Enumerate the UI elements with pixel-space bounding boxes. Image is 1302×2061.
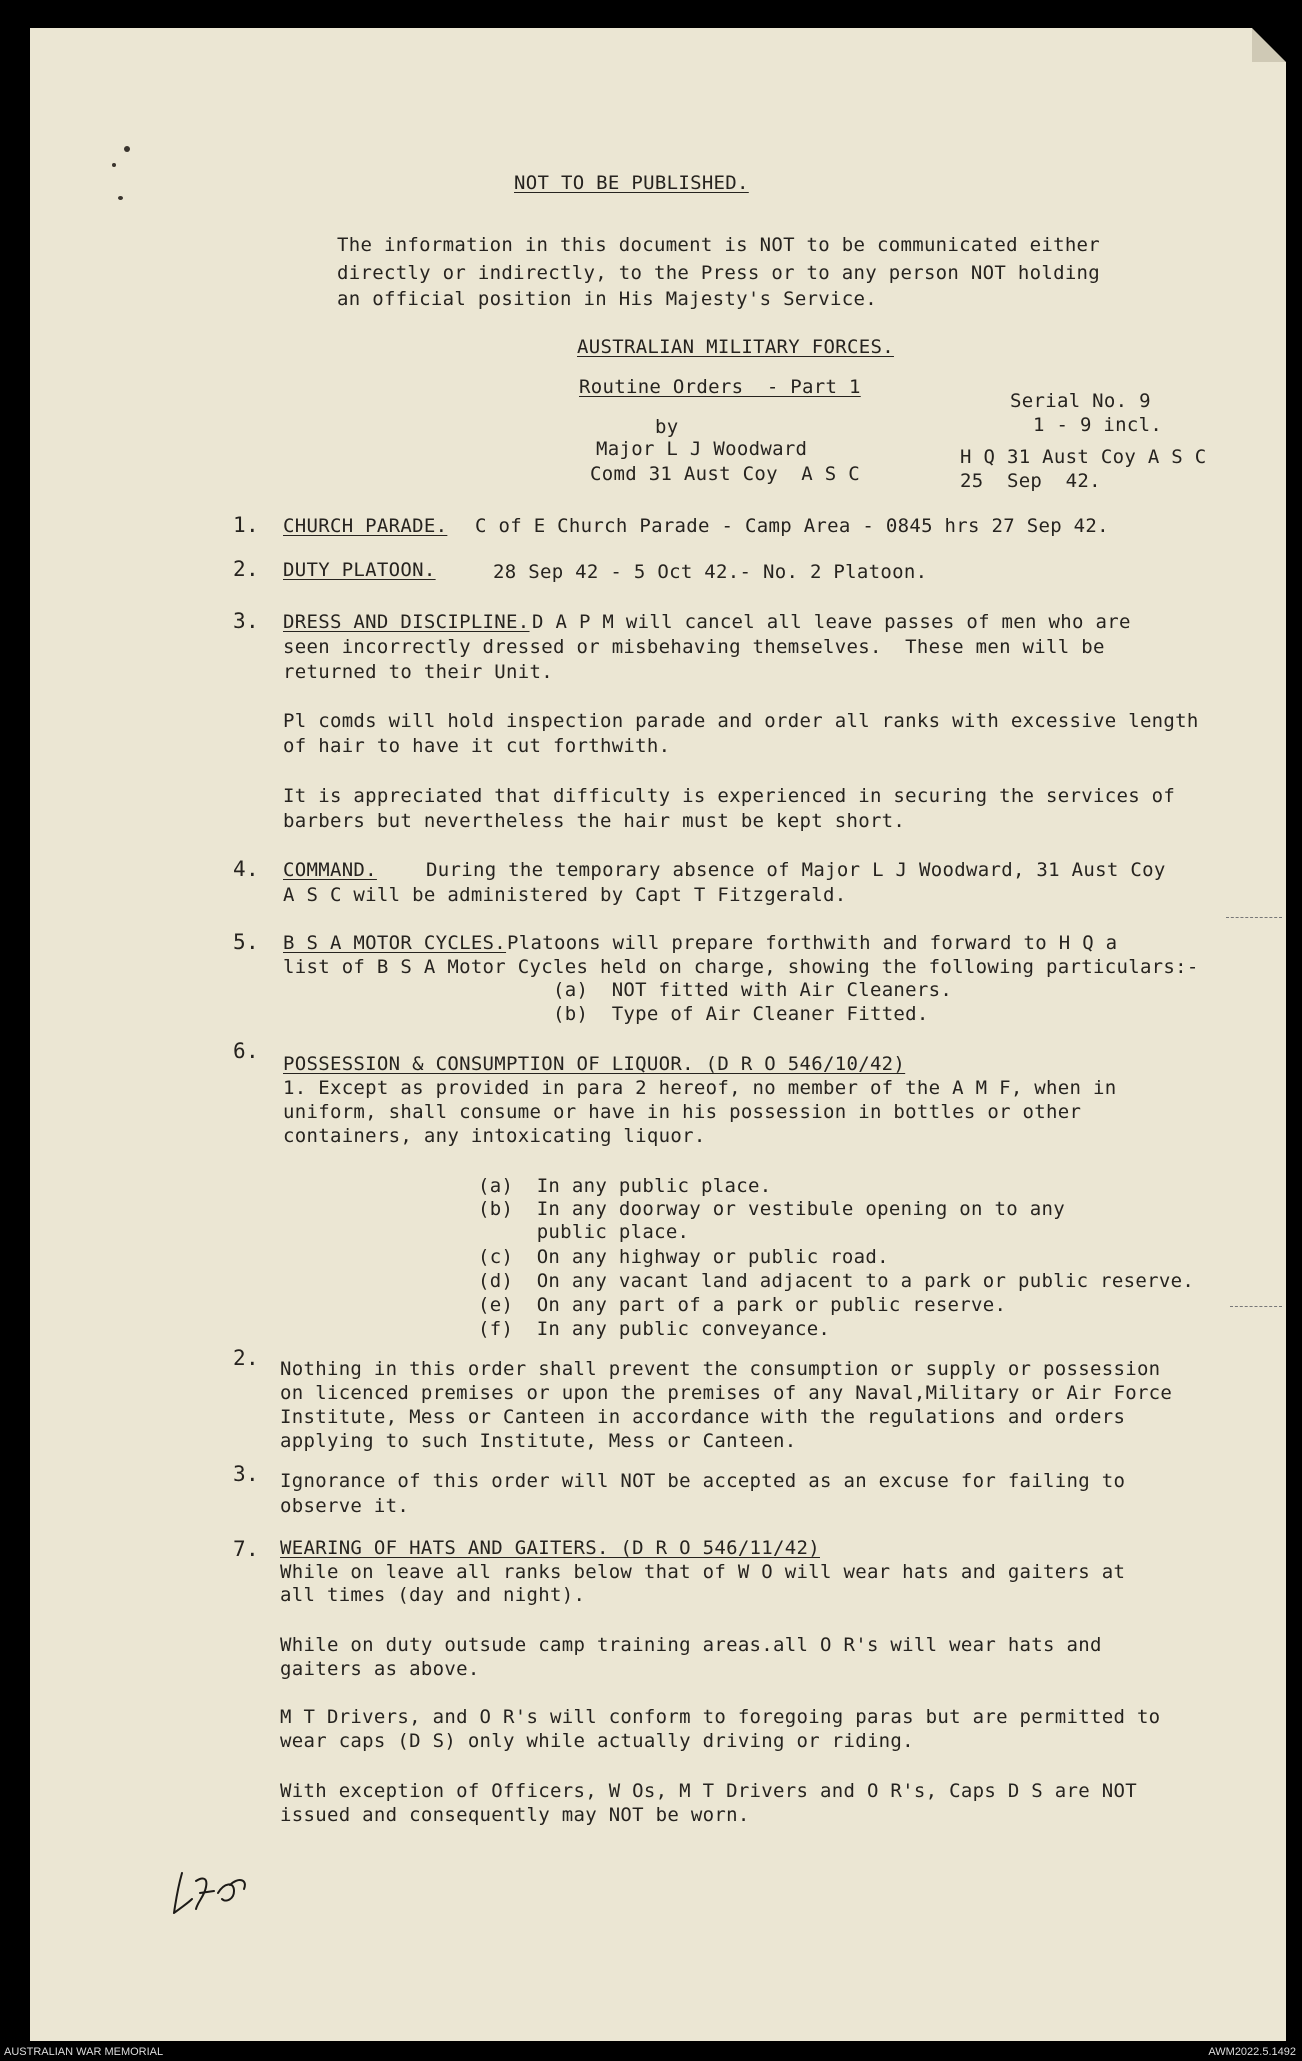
punch-mark <box>124 146 130 152</box>
item-text: 28 Sep 42 - 5 Oct 42.- No. 2 Platoon. <box>493 561 928 583</box>
item-line: While on duty outsude camp training areas.all O R's will wear hats and <box>280 1634 1102 1656</box>
org-name: AUSTRALIAN MILITARY FORCES. <box>577 336 894 358</box>
warning-line: The information in this document is NOT to be communicated either <box>337 234 1101 256</box>
item-line: of hair to have it cut forthwith. <box>283 735 671 757</box>
classification: NOT TO BE PUBLISHED. <box>514 172 749 194</box>
footer-right: AWM2022.5.1492 <box>1208 2046 1296 2058</box>
item-heading: DRESS AND DISCIPLINE. <box>283 611 530 633</box>
item-text: Platoons will prepare forthwith and forward to H Q a <box>507 932 1118 954</box>
item-sub-line: (f) In any public conveyance. <box>478 1318 831 1340</box>
serial-number: Serial No. 9 <box>1010 390 1151 412</box>
item-number: 5. <box>233 930 259 954</box>
warning-line: an official position in His Majesty's Service. <box>337 288 877 310</box>
item-number: 7. <box>233 1537 259 1561</box>
punch-mark <box>112 163 116 167</box>
item-sub-line: public place. <box>478 1221 690 1243</box>
item-line: 1. Except as provided in para 2 hereof, no member of the A M F, when in <box>283 1077 1117 1099</box>
item-line: barbers but nevertheless the hair must be kept short. <box>283 810 906 832</box>
warning-line: directly or indirectly, to the Press or to any person NOT holding <box>337 262 1101 284</box>
item-sub-line: (a) NOT fitted with Air Cleaners. <box>553 979 953 1001</box>
item-line: all times (day and night). <box>280 1584 586 1606</box>
item-line: on licenced premises or upon the premises of any Naval,Military or Air Force <box>280 1382 1173 1404</box>
item-text: C of E Church Parade - Camp Area - 0845 hrs 27 Sep 42. <box>475 515 1109 537</box>
item-text: Nothing in this order shall prevent the consumption or supply or possession <box>280 1358 1161 1380</box>
item-line: returned to their Unit. <box>283 661 553 683</box>
item-line: Institute, Mess or Canteen in accordance with the regulations and orders <box>280 1406 1126 1428</box>
item-sub-line: (d) On any vacant land adjacent to a park or public reserve. <box>478 1270 1195 1292</box>
item-heading: DUTY PLATOON. <box>283 559 436 581</box>
item-heading: B S A MOTOR CYCLES. <box>283 932 507 954</box>
item-text: During the temporary absence of Major L J Woodward, 31 Aust Coy <box>426 859 1166 881</box>
item-line: M T Drivers, and O R's will conform to foregoing paras but are permitted to <box>280 1706 1161 1728</box>
punch-mark <box>118 196 123 200</box>
folded-corner <box>1252 28 1286 62</box>
item-line: A S C will be administered by Capt T Fitzgerald. <box>283 884 847 906</box>
item-line: issued and consequently may NOT be worn. <box>280 1804 750 1826</box>
serial-range: 1 - 9 incl. <box>1033 414 1163 436</box>
item-sub-line: (e) On any part of a park or public reserve. <box>478 1294 1007 1316</box>
item-heading: CHURCH PARADE. <box>283 515 448 537</box>
item-line: observe it. <box>280 1495 410 1517</box>
handwritten-signature <box>168 1863 258 1923</box>
item-number: 2. <box>233 557 259 581</box>
item-number: 3. <box>233 609 259 633</box>
item-sub-line: (a) In any public place. <box>478 1175 772 1197</box>
item-heading: WEARING OF HATS AND GAITERS. (D R O 546/11/42) <box>280 1537 820 1559</box>
item-line: seen incorrectly dressed or misbehaving themselves. These men will be <box>283 636 1105 658</box>
item-text: Ignorance of this order will NOT be accepted as an excuse for failing to <box>280 1470 1126 1492</box>
date: 25 Sep 42. <box>960 470 1101 492</box>
footer-left: AUSTRALIAN WAR MEMORIAL <box>4 2046 164 2058</box>
item-line: Pl comds will hold inspection parade and order all ranks with excessive length <box>283 710 1199 732</box>
item-sub-line: (b) Type of Air Cleaner Fitted. <box>553 1003 929 1025</box>
edge-mark <box>1230 1306 1282 1307</box>
item-number: 3. <box>233 1462 259 1486</box>
item-line: list of B S A Motor Cycles held on charge, showing the following particulars:- <box>283 956 1199 978</box>
by-label: by <box>655 416 679 438</box>
item-line: applying to such Institute, Mess or Canteen. <box>280 1430 797 1452</box>
item-text: D A P M will cancel all leave passes of men who are <box>532 611 1131 633</box>
item-number: 6. <box>233 1039 259 1063</box>
item-sub-line: (b) In any doorway or vestibule opening on to any <box>478 1198 1065 1220</box>
item-line: uniform, shall consume or have in his possession in bottles or other <box>283 1101 1082 1123</box>
item-line: With exception of Officers, W Os, M T Drivers and O R's, Caps D S are NOT <box>280 1780 1137 1802</box>
item-heading: COMMAND. <box>283 859 377 881</box>
document-page <box>30 28 1286 2041</box>
item-line: gaiters as above. <box>280 1658 480 1680</box>
item-line: containers, any intoxicating liquor. <box>283 1125 706 1147</box>
hq: H Q 31 Aust Coy A S C <box>960 446 1207 468</box>
author: Major L J Woodward <box>596 438 808 460</box>
edge-mark <box>1226 917 1282 918</box>
item-line: wear caps (D S) only while actually driving or riding. <box>280 1730 914 1752</box>
item-line: While on leave all ranks below that of W O will wear hats and gaiters at <box>280 1561 1126 1583</box>
item-line: It is appreciated that difficulty is experienced in securing the services of <box>283 785 1176 807</box>
item-number: 4. <box>233 857 259 881</box>
item-heading: POSSESSION & CONSUMPTION OF LIQUOR. (D R O 546/10/42) <box>283 1053 906 1075</box>
item-number: 2. <box>233 1346 259 1370</box>
item-sub-line: (c) On any highway or public road. <box>478 1246 889 1268</box>
orders-title: Routine Orders - Part 1 <box>579 376 861 398</box>
item-number: 1. <box>233 513 259 537</box>
author-role: Comd 31 Aust Coy A S C <box>590 463 860 485</box>
